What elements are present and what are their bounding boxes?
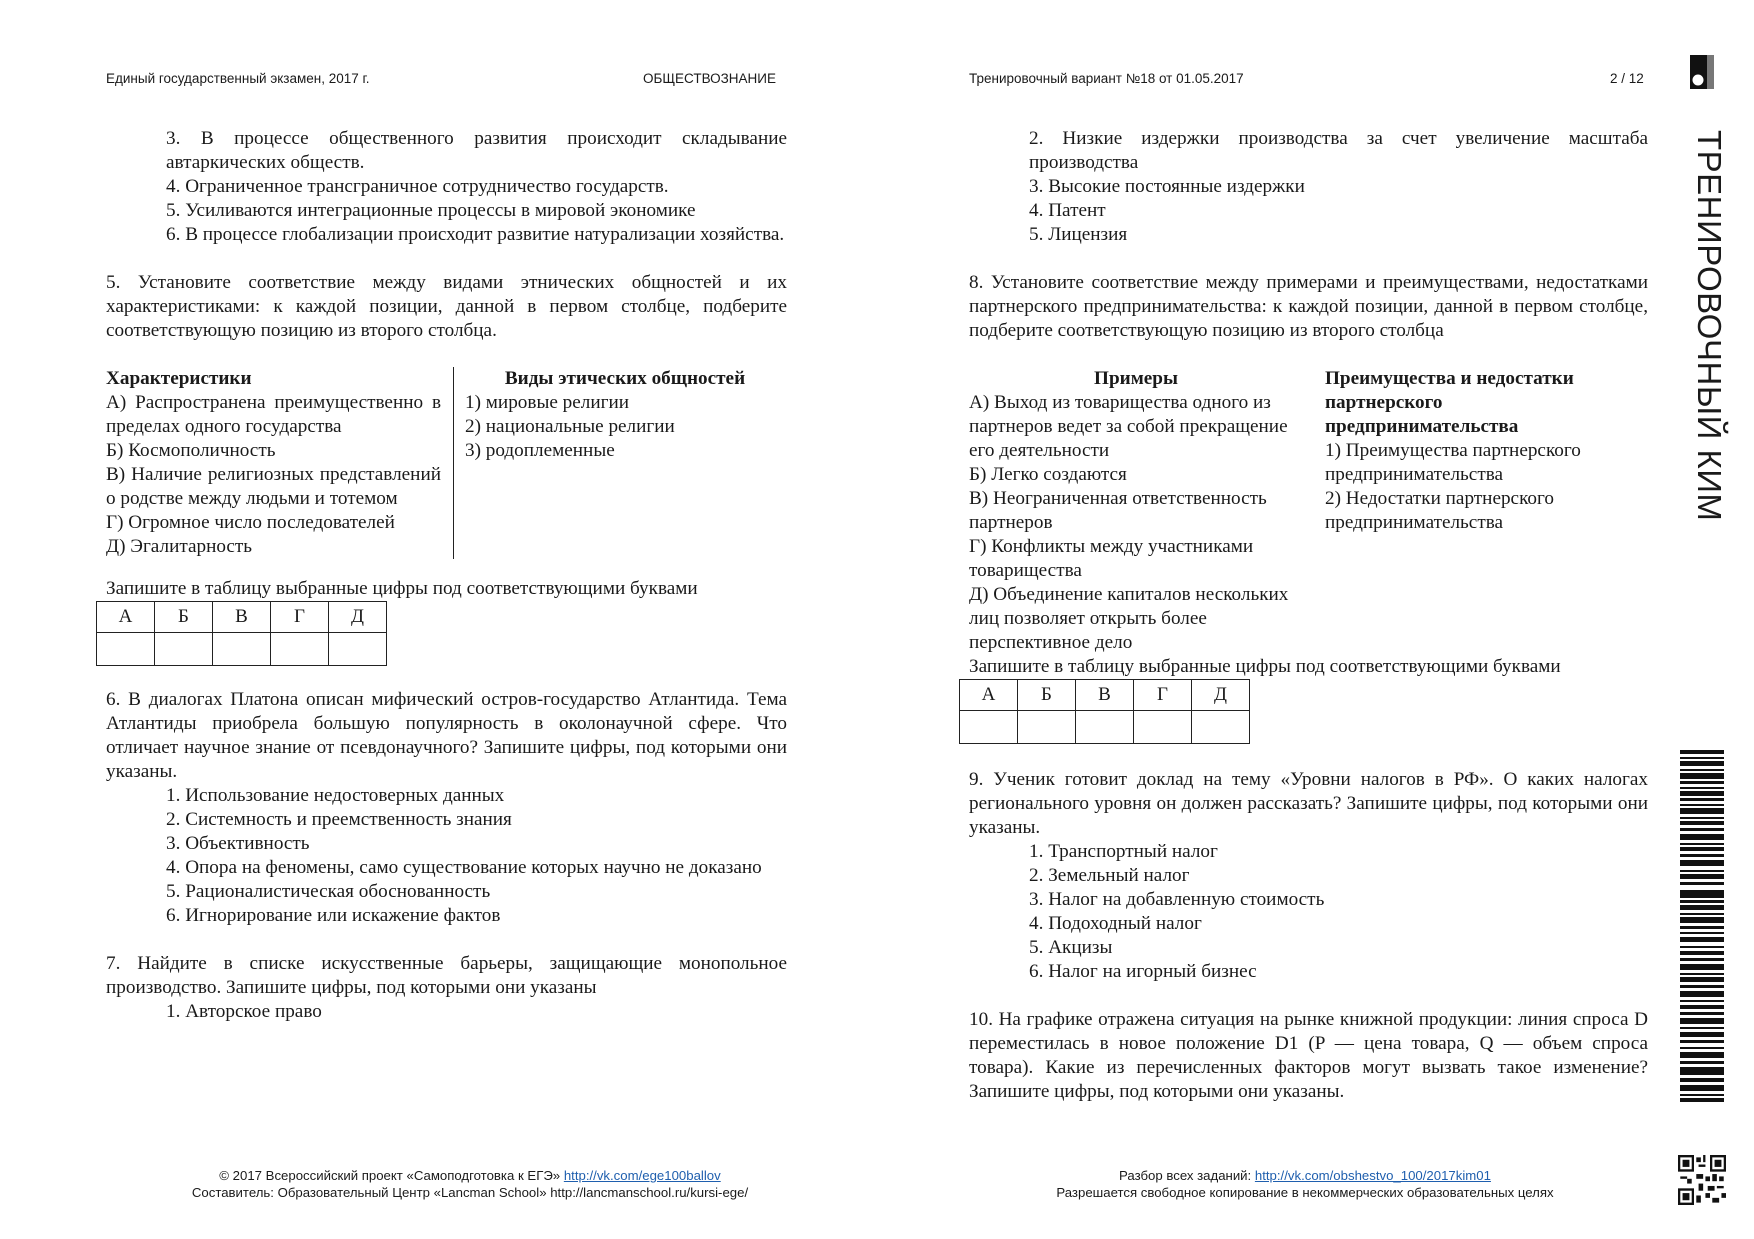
q8-col2-header: Преимущества и недостатки партнерского предпринимательства: [1325, 368, 1574, 437]
q7-option-5: 5. Лицензия: [1029, 224, 1128, 245]
q5-item-a: А) Распространена преимущественно в пределах одного государства: [106, 392, 441, 437]
q8-matching-table: [969, 367, 1648, 655]
q8-answer-cell-a[interactable]: [960, 711, 1018, 744]
q8-answer-table: [959, 679, 1250, 744]
exam-logo-icon: [1690, 55, 1716, 89]
q8-table-caption: Запишите в таблицу выбранные цифры под соответствующими буквами: [969, 656, 1561, 677]
qr-code-icon: [1678, 1155, 1726, 1205]
q9-option-1: 1. Транспортный налог: [1029, 841, 1218, 862]
q5-letter-a: А: [97, 602, 155, 633]
q7-option-4: 4. Патент: [1029, 200, 1106, 221]
q5-type-3: 3) родоплеменные: [465, 440, 615, 461]
q5-item-b: Б) Космополичность: [106, 440, 276, 461]
q8-letter-d: Д: [1192, 680, 1250, 711]
q6-options: [106, 784, 787, 928]
q8-answer-cell-b[interactable]: [1018, 711, 1076, 744]
q6-option-1: 1. Использование недостоверных данных: [166, 785, 505, 806]
q4-option-6: 6. В процессе глобализации происходит развитие натурализации хозяйства.: [166, 224, 785, 245]
q4-option-5: 5. Усиливаются интеграционные процессы в мировой экономике: [166, 200, 696, 221]
q6-option-2: 2. Системность и преемственность знания: [166, 809, 512, 830]
q7-options: [106, 1000, 787, 1024]
q5-type-2: 2) национальные религии: [465, 416, 675, 437]
q5-characteristics-column: [106, 367, 441, 559]
q8-item-a: А) Выход из товарищества одного из партнеров ведет за собой прекращение его деятельности: [969, 392, 1288, 461]
q4-option-4: 4. Ограниченное трансграничное сотрудничество государств.: [166, 176, 669, 197]
q8-types-column: [1325, 367, 1625, 655]
q9-prompt: 9. Ученик готовит доклад на тему «Уровни налогов в РФ». О каких налогах регионального уровня он должен рассказать? Запишите цифры, под которыми они указаны.: [969, 769, 1648, 838]
q5-matching-table: [106, 367, 787, 559]
q8-letter-g: Г: [1134, 680, 1192, 711]
left-column: [106, 127, 787, 1024]
q6-option-4: 4. Опора на феномены, само существование которых научно не доказано: [166, 857, 762, 878]
q8-answer-cell-v[interactable]: [1076, 711, 1134, 744]
q5-item-d: Д) Эгалитарность: [106, 536, 253, 557]
q8-prompt: 8. Установите соответствие между примерами и преимуществами, недостатками партнерского предпринимательства: к каждой позиции, данной в первом столбце, подберите соответствующую позицию из второго столбца: [969, 272, 1648, 341]
barcode-icon: [1680, 750, 1724, 1102]
footer-compiler: Составитель: Образовательный Центр «Lancman School» http://lancmanschool.ru/kursi-ege/: [191, 1185, 749, 1200]
footer-analysis-link[interactable]: http://vk.com/obshestvo_100/2017kim01: [1254, 1168, 1491, 1183]
footer-vk-link[interactable]: http://vk.com/ege100ballov: [563, 1168, 721, 1183]
q6-option-5: 5. Рационалистическая обоснованность: [166, 881, 491, 902]
q8-item-g: Г) Конфликты между участниками товарищества: [969, 536, 1254, 581]
q5-answer-cell-b[interactable]: [155, 633, 213, 666]
q5-letter-b: Б: [155, 602, 213, 633]
q8-letter-b: Б: [1018, 680, 1076, 711]
header-exam-title: Единый государственный экзамен, 2017 г.: [106, 71, 370, 86]
vertical-title-text: ТРЕНИРОВОЧНЫЙ КИМ: [1691, 130, 1728, 522]
q5-col1-header: Характеристики: [106, 368, 252, 389]
q9-option-5: 5. Акцизы: [1029, 937, 1113, 958]
q8-type-1: 1) Преимущества партнерского предпринимательства: [1325, 440, 1581, 485]
q4-options-continued: [106, 127, 787, 247]
q5-answer-table: [96, 601, 387, 666]
q6-prompt: 6. В диалогах Платона описан мифический остров-государство Атлантида. Тема Атлантиды приобрела большую популярность в околонаучной сфере. Что отличает научное знание от псевдонаучного? Запишите цифры, под которыми они указаны.: [106, 689, 787, 782]
q10-prompt: 10. На графике отражена ситуация на рынке книжной продукции: линия спроса D переместилась в новое положение D1 (P — цена товара, Q — объем спроса товара). Какие из перечисленных факторов могут вызвать такое изменение? Запишите цифры, под которыми они указаны.: [969, 1009, 1648, 1102]
q5-type-1: 1) мировые религии: [465, 392, 630, 413]
q5-answer-cell-g[interactable]: [271, 633, 329, 666]
footer-copy-permission: Разрешается свободное копирование в некоммерческих образовательных целях: [1056, 1185, 1554, 1200]
q8-answer-cell-d[interactable]: [1192, 711, 1250, 744]
q5-item-g: Г) Огромное число последователей: [106, 512, 395, 533]
vertical-title: [1686, 130, 1726, 530]
q5-letter-v: В: [213, 602, 271, 633]
q8-letter-a: А: [960, 680, 1018, 711]
q9-option-6: 6. Налог на игорный бизнес: [1029, 961, 1257, 982]
q9-options: [969, 840, 1648, 984]
q8-item-b: Б) Легко создаются: [969, 464, 1127, 485]
column-divider: [453, 367, 454, 559]
q8-examples-column: [969, 367, 1303, 655]
q9-option-4: 4. Подоходный налог: [1029, 913, 1202, 934]
q5-col2-header: Виды этических общностей: [504, 368, 746, 389]
footer-left: [120, 1167, 820, 1201]
q5-letter-d: Д: [329, 602, 387, 633]
q8-item-d: Д) Объединение капиталов нескольких лиц позволяет открыть более перспективное дело: [969, 584, 1289, 653]
q7-option-1: 1. Авторское право: [166, 1001, 322, 1022]
q8-item-v: В) Неограниченная ответственность партнеров: [969, 488, 1267, 533]
q4-option-3: 3. В процессе общественного развития происходит складывание автаркических обществ.: [166, 128, 787, 173]
footer-right-line1: [1000, 1167, 1610, 1184]
footer-left-line1: [120, 1167, 820, 1184]
q8-answer-cell-g[interactable]: [1134, 711, 1192, 744]
q6-option-6: 6. Игнорирование или искажение фактов: [166, 905, 501, 926]
q7-prompt: 7. Найдите в списке искусственные барьеры, защищающие монопольное производство. Запишите цифры, под которыми они указаны: [106, 953, 787, 998]
q8-letter-v: В: [1076, 680, 1134, 711]
q5-answer-cell-d[interactable]: [329, 633, 387, 666]
q8-col1-header: Примеры: [1094, 368, 1178, 389]
header-variant: Тренировочный вариант №18 от 01.05.2017: [969, 71, 1244, 86]
q5-answer-cell-v[interactable]: [213, 633, 271, 666]
q5-letter-g: Г: [271, 602, 329, 633]
q8-type-2: 2) Недостатки партнерского предпринимательства: [1325, 488, 1554, 533]
q5-table-caption: Запишите в таблицу выбранные цифры под соответствующими буквами: [106, 578, 698, 599]
q6-option-3: 3. Объективность: [166, 833, 310, 854]
q9-option-2: 2. Земельный налог: [1029, 865, 1190, 886]
q7-option-2: 2. Низкие издержки производства за счет увеличение масштаба производства: [1029, 128, 1648, 173]
q5-item-v: В) Наличие религиозных представлений о родстве между людьми и тотемом: [106, 464, 441, 509]
q5-types-column: [465, 367, 785, 559]
header-subject: ОБЩЕСТВОЗНАНИЕ: [643, 71, 776, 86]
header-page-number: 2 / 12: [1610, 71, 1644, 86]
footer-right: [1000, 1167, 1610, 1201]
q7-option-3: 3. Высокие постоянные издержки: [1029, 176, 1305, 197]
q9-option-3: 3. Налог на добавленную стоимость: [1029, 889, 1325, 910]
right-column: [969, 127, 1648, 1104]
footer-analysis-label: Разбор всех заданий:: [1119, 1168, 1252, 1183]
footer-copyright: © 2017 Всероссийский проект «Самоподготовка к ЕГЭ»: [219, 1168, 561, 1183]
q5-prompt: 5. Установите соответствие между видами этнических общностей и их характеристиками: к каждой позиции, данной в первом столбце, подберите соответствующую позицию из второго столбца.: [106, 272, 787, 341]
q5-answer-cell-a[interactable]: [97, 633, 155, 666]
q7-options-continued: [969, 127, 1648, 247]
